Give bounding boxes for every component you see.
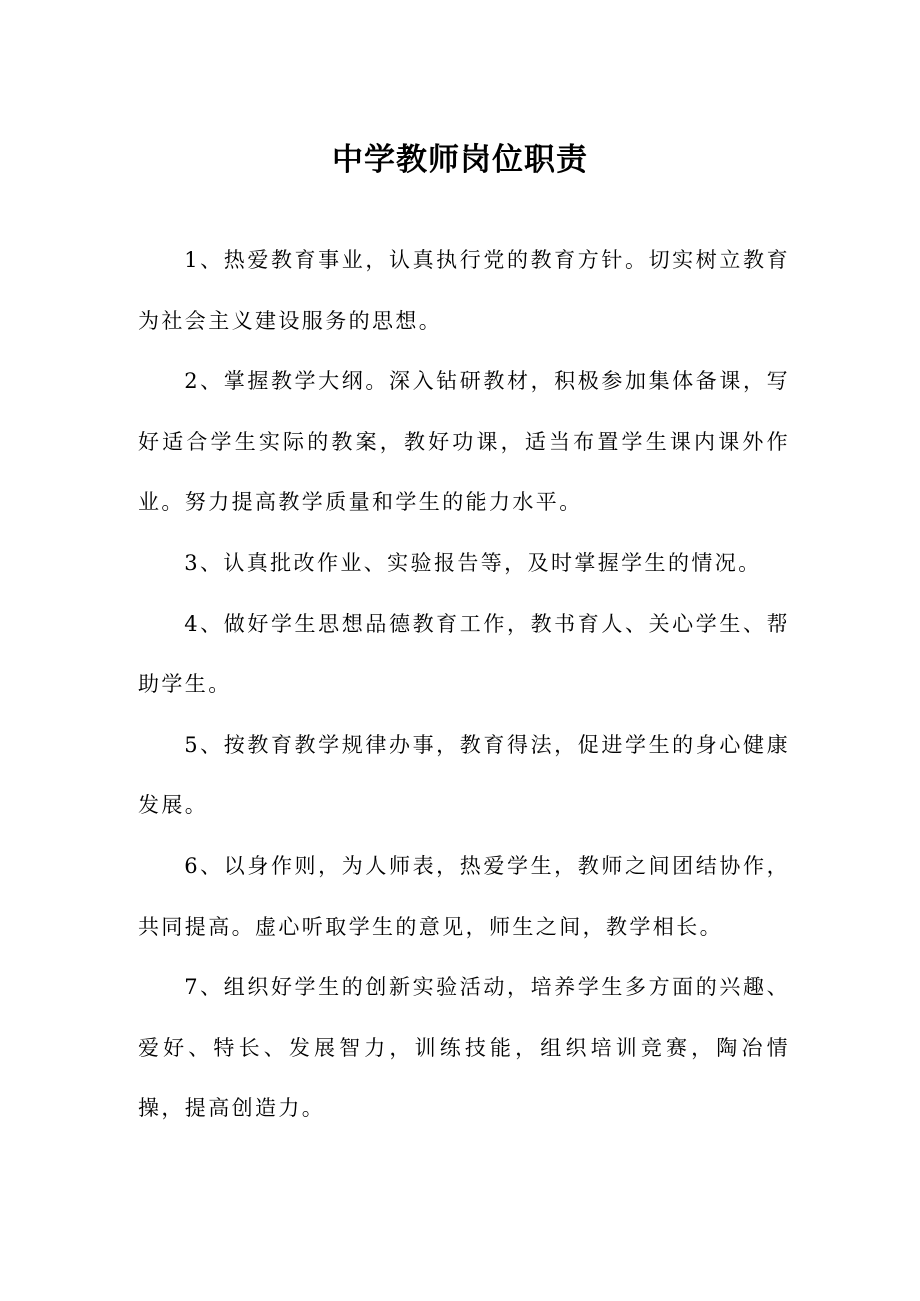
document-body — [138, 230, 790, 1139]
paragraph-7: 7、组织好学生的创新实验活动，培养学生多方面的兴趣、爱好、特长、发展智力，训练技能，组织培训竞赛，陶冶情操，提高创造力。 — [138, 975, 790, 1121]
paragraph-6: 6、以身作则，为人师表，热爱学生，教师之间团结协作，共同提高。虚心听取学生的意见，师生之间，教学相长。 — [138, 853, 790, 939]
document-title: 中学教师岗位职责 — [332, 142, 588, 178]
paragraph-5: 5、按教育教学规律办事，教育得法，促进学生的身心健康发展。 — [138, 732, 790, 818]
paragraph-3: 3、认真批改作业、实验报告等，及时掌握学生的情况。 — [184, 550, 762, 575]
paragraph-2: 2、掌握教学大纲。深入钻研教材，积极参加集体备课，写好适合学生实际的教案，教好功课，适当布置学生课内课外作业。努力提高教学质量和学生的能力水平。 — [138, 369, 790, 515]
paragraph-4: 4、做好学生思想品德教育工作，教书育人、关心学生、帮助学生。 — [138, 611, 790, 697]
paragraph-1: 1、热爱教育事业，认真执行党的教育方针。切实树立教育为社会主义建设服务的思想。 — [138, 248, 790, 333]
